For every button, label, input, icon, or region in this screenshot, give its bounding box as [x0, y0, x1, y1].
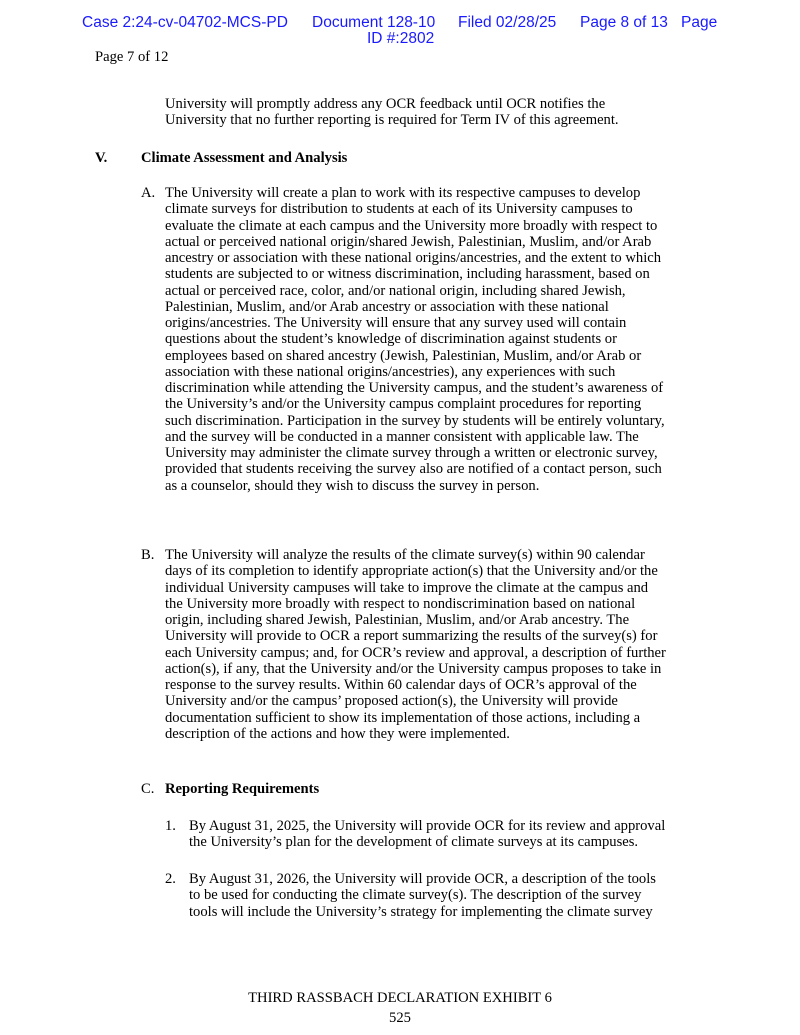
text-line: University that no further reporting is required for Term IV of this agreement.: [165, 112, 619, 129]
text-line: By August 31, 2025, the University will provide OCR for its review and approval: [189, 818, 666, 834]
sub-item-2-label: 2.: [165, 871, 176, 887]
item-b-paragraph: [165, 547, 666, 742]
text-line: such discrimination. Participation in the survey by students will be entirely voluntary,: [165, 412, 665, 429]
text-line: origin, including shared Jewish, Palestinian, Muslim, and/or Arab ancestry. The: [165, 612, 630, 628]
text-line: questions about the student’s knowledge of discrimination against students or: [165, 331, 617, 348]
text-line: students are subjected to or witness discrimination, including harassment, based on: [165, 266, 650, 283]
text-line: response to the survey results. Within 60 calendar days of OCR’s approval of the: [165, 677, 637, 693]
sub-item-1-label: 1.: [165, 818, 176, 834]
inner-page-number: Page 7 of 12: [95, 49, 169, 65]
text-line: and the survey will be conducted in a manner consistent with applicable law. The: [165, 428, 639, 445]
page-id-label: Page: [681, 14, 718, 31]
document-number: Document 128-10: [312, 14, 436, 31]
text-line: the University’s plan for the development of climate surveys at its campuses.: [189, 834, 639, 851]
text-line: description of the actions and how they were implemented.: [165, 725, 510, 742]
text-line: University will provide to OCR a report summarizing the results of the survey(s) for: [165, 628, 658, 645]
text-line: ancestry or association with these national origins/ancestries, and the extent to which: [165, 250, 662, 266]
text-line: evaluate the climate at each campus and the University more broadly with respect to: [165, 217, 658, 234]
text-line: association with these national origins/ancestries), any experiences with such: [165, 363, 616, 380]
text-line: origins/ancestries. The University will ensure that any survey used will contain: [165, 315, 627, 331]
item-a-label: A.: [141, 185, 156, 201]
sub-item-1-paragraph: [189, 818, 665, 851]
text-line: action(s), if any, that the University and/or the University campus proposes to take in: [165, 660, 662, 677]
item-a-paragraph: [165, 185, 665, 494]
item-c-title: Reporting Requirements: [165, 781, 320, 797]
text-line: University may administer the climate survey through a written or electronic survey,: [165, 445, 658, 461]
text-line: as a counselor, should they wish to discuss the survey in person.: [165, 477, 540, 494]
text-line: each University campus; and, for OCR’s review and approval, a description of further: [165, 644, 666, 661]
footer-exhibit: THIRD RASSBACH DECLARATION EXHIBIT 6: [248, 990, 552, 1006]
intro-paragraph: [165, 96, 619, 129]
text-line: individual University campuses will take to improve the climate at the campus and: [165, 579, 649, 596]
case-number: Case 2:24-cv-04702-MCS-PD: [82, 14, 288, 31]
text-line: The University will create a plan to work with its respective campuses to develop: [165, 185, 641, 201]
text-line: University will promptly address any OCR feedback until OCR notifies the: [165, 96, 606, 112]
sub-item-2-paragraph: [189, 871, 656, 920]
filed-date: Filed 02/28/25: [458, 14, 557, 31]
section-title: Climate Assessment and Analysis: [141, 150, 348, 166]
text-line: By August 31, 2026, the University will provide OCR, a description of the tools: [189, 871, 656, 887]
text-line: days of its completion to identify appropriate action(s) that the University and/or the: [165, 563, 658, 580]
item-b-label: B.: [141, 547, 155, 563]
section-number: V.: [95, 150, 108, 166]
text-line: the University’s and/or the University campus complaint procedures for reporting: [165, 396, 642, 413]
text-line: University and/or the campus’ proposed action(s), the University will provide: [165, 693, 618, 710]
page-count: Page 8 of 13: [580, 14, 668, 31]
text-line: the University more broadly with respect to nondiscrimination based on national: [165, 595, 636, 612]
text-line: tools will include the University’s strategy for implementing the climate survey: [189, 903, 653, 920]
text-line: employees based on shared ancestry (Jewish, Palestinian, Muslim, and/or Arab or: [165, 347, 642, 364]
text-line: discrimination while attending the University campus, and the student’s awareness of: [165, 380, 664, 396]
page-id: ID #:2802: [367, 30, 435, 47]
footer-page-number: 525: [389, 1010, 411, 1026]
text-line: documentation sufficient to show its implementation of those actions, including a: [165, 709, 641, 726]
item-c-label: C.: [141, 781, 155, 797]
text-line: Palestinian, Muslim, and/or Arab ancestry or association with these national: [165, 298, 609, 315]
text-line: to be used for conducting the climate survey(s). The description of the survey: [189, 887, 642, 904]
text-line: provided that students receiving the survey also are notified of a contact person, such: [165, 461, 662, 478]
text-line: actual or perceived race, color, and/or national origin, including shared Jewish,: [165, 282, 626, 299]
text-line: actual or perceived national origin/shared Jewish, Palestinian, Muslim, and/or Arab: [165, 233, 652, 250]
text-line: The University will analyze the results of the climate survey(s) within 90 calendar: [165, 547, 645, 563]
text-line: climate surveys for distribution to students at each of its University campuses to: [165, 201, 633, 218]
